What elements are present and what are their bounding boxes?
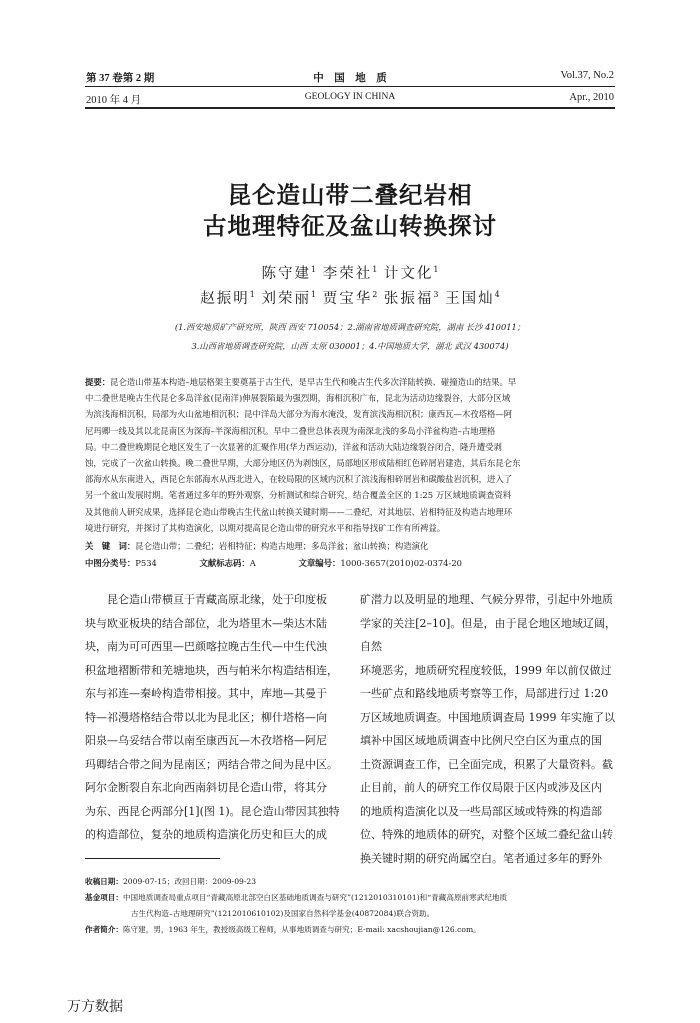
footnotes	[85, 874, 605, 938]
footnote-author: 作者简介：陈守建，男，1963 年生，教授级高级工程师，从事地质调查与研究；E-mail: xacshoujian@126.com。	[85, 925, 481, 934]
body-line: 阳泉—乌妥结合带以南至康西瓦—木孜塔格—阿尼	[85, 734, 327, 747]
abstract-line: 境进行研究，并探讨了其构造演化，以期对提高昆仑造山带的研究水平和指导找矿工作有所裨益。	[85, 522, 446, 533]
footnote-rule	[85, 858, 220, 859]
author-name: 李荣社	[322, 266, 373, 282]
abstract-line: 为滨浅海相沉积，局部为火山盆地相沉积；昆中洋岛大部分为海水淹没，发育滨浅海相沉积；康西瓦—木孜塔格—阿	[85, 409, 513, 420]
doc-code-value: A	[249, 558, 256, 568]
abstract-line: 提要：昆仑造山带基本构造–地层格架主要奠基于古生代，是早古生代和晚古生代多次洋陆转换、碰撞造山的结果。早	[85, 377, 517, 387]
affiliations-line-1: (1.西安地质矿产研究所，陕西 西安 710054；2.湖南省地质调查研究院，湖南 长沙 410011；	[174, 322, 526, 332]
author-affil-mark: 3	[433, 290, 439, 300]
author-affil-mark: 1	[372, 265, 378, 275]
journal-title-cn: 中 国 地 质	[313, 73, 387, 84]
author-affil-mark: 1	[433, 265, 439, 275]
abstract-line: 另一个盆山发展时期。笔者通过多年的野外观察、分析测试和综合研究，结合覆盖全区的 1:25 万区域地质调查资料	[85, 490, 512, 501]
keywords-text: 昆仑造山带；二叠纪；岩相特征；构造古地理；多岛洋盆；盆山转换；构造演化	[135, 541, 429, 551]
abstract-line: 蚀，完成了一次盆山转换。晚二叠世早期，大部分地区仍为剥蚀区，局部地区形成陆相红色碎屑岩建造，其后东昆仑东	[85, 458, 521, 469]
journal-volume-en: Vol.37, No.2	[560, 70, 614, 81]
article-no-value: 1000-3657(2010)02-0374-20	[340, 558, 462, 568]
header-rule-thin	[85, 86, 615, 87]
article-no-label: 文章编号：	[298, 558, 341, 568]
clc-value: P534	[135, 558, 157, 568]
body-line: 矿潜力以及明显的地理、气候分界带，引起中外地质	[360, 593, 613, 606]
body-line: 一些矿点和路线地质考察等工作，局部进行过 1:20	[360, 687, 609, 700]
abstract-line: 及其他前人研究成果，选择昆仑造山带晚古生代盆山转换关键时期——二叠纪，对其地层、岩相特征及构造古地理环	[85, 506, 513, 517]
author-affil-mark: 1	[311, 290, 317, 300]
author-name: 赵振明	[200, 291, 250, 307]
doc-code-label: 文献标志码：	[199, 558, 250, 568]
body-line: 积盆地褶断带和羌塘地块，西与帕米尔构造结相连，	[85, 663, 338, 677]
body-line: 为东、西昆仑两部分[1](图 1)。昆仑造山带因其独特	[85, 804, 340, 818]
body-line: 环境恶劣，地质研究程度较低，1999 年以前仅做过	[360, 663, 612, 677]
body-line: 的构造部位，复杂的地质构造演化历史和巨大的成	[85, 828, 327, 841]
author-affil-mark: 4	[494, 290, 500, 300]
affiliations-line-2: 3.山西省地质调查研究院，山西 太原 030001；4.中国地质大学，湖北 武汉 430074)	[191, 341, 509, 351]
article-title-line-1: 昆仑造山带二叠纪岩相	[227, 181, 473, 209]
keywords	[85, 540, 615, 552]
body-line: 块，南为可可西里—巴颜喀拉晚古生代—中生代浊	[85, 640, 327, 653]
body-line: 万区域地质调查。中国地质调查局 1999 年实施了以	[360, 710, 615, 724]
abstract-line: 中二叠世是晚古生代昆仑多岛洋盆(昆南洋)伸展裂陷最为强烈期，海相沉积广布，昆北为活动边缘裂谷，大部分区域	[85, 393, 511, 404]
footnote-fund-continued: 古生代构造–古地理研究”(1212010610102)及国家自然科学基金(40872084)联合资助。	[131, 909, 435, 918]
wanfang-watermark: 万方数据	[67, 999, 123, 1015]
journal-date-en: Apr., 2010	[569, 92, 614, 103]
clc-label: 中图分类号：	[85, 558, 136, 568]
author-name: 张振福	[383, 291, 434, 307]
body-column-left	[85, 588, 341, 847]
article-title-line-2: 古地理特征及盆山转换探讨	[203, 212, 497, 240]
author-affil-mark: 2	[372, 290, 378, 300]
author-name: 刘荣丽	[261, 291, 311, 307]
abstract	[85, 374, 615, 536]
body-line: 的地质构造演化以及一些局部区域或特殊的构造部	[360, 804, 602, 818]
author-affil-mark: 1	[311, 265, 317, 275]
body-line: 阿尔金断裂自东北向西南斜切昆仑造山带，将其分	[85, 781, 327, 794]
body-line: 玛卿结合带之间为昆南区；两结合带之间为昆中区。	[85, 757, 338, 771]
body-line: 学家的关注[2–10]。但是，由于昆仑地区地域辽阔，自然	[360, 616, 616, 653]
author-affil-mark: 1	[249, 290, 255, 300]
body-line: 填补中国区域地质调查中比例尺空白区为重点的国	[360, 734, 602, 747]
footnote-received: 收稿日期：2009-07-15；改回日期：2009-09-23	[85, 877, 257, 886]
abstract-line: 局。中二叠世晚期昆仑地区发生了一次显著的汇聚作用(华力西运动)，洋盆和活动大陆边缘裂谷闭合，隆升遭受剥	[85, 441, 502, 452]
body-line: 止目前，前人的研究工作仅局限于区内或涉及区内	[360, 781, 602, 794]
body-line: 特—祁漫塔格结合带以北为昆北区；柳什塔格—向	[85, 710, 327, 724]
author-name: 陈守建	[261, 266, 311, 282]
journal-title-en: GEOLOGY IN CHINA	[304, 92, 396, 102]
footnote-fund: 基金项目：中国地质调查局重点项目“青藏高原北部空白区基础地质调查与研究”(1212010310101)和“青藏高原前寒武纪地质	[85, 893, 508, 902]
author-name: 贾宝华	[322, 291, 373, 307]
keywords-label: 关 键 词：	[85, 541, 136, 551]
authors-line-1	[0, 262, 700, 283]
header-rule-thick	[85, 107, 615, 109]
author-name: 计文化	[383, 266, 434, 282]
body-line: 位、特殊的地质体的研究，对整个区域二叠纪盆山转	[360, 828, 613, 841]
body-line: 土资源调查工作，已全面完成，积累了大量资料。截	[360, 757, 613, 771]
author-name: 王国灿	[445, 291, 495, 307]
authors-line-2	[0, 287, 700, 308]
body-line: 块与欧亚板块的结合部位，北为塔里木—柴达木陆	[85, 616, 327, 630]
body-line: 东与祁连—秦岭构造带相接。其中，库地—其曼于	[85, 687, 327, 700]
body-column-right	[360, 588, 616, 870]
body-line: 换关键时期的研究尚属空白。笔者通过多年的野外	[360, 851, 602, 865]
journal-volume-issue: 第 37 卷第 2 期	[86, 73, 155, 84]
abstract-line: 尼玛卿一线及其以北昆南区为深海–半深海相沉积。早中二叠世总体表现为南深北浅的多岛小洋盆构造–古地理格	[85, 425, 496, 436]
abstract-line: 部海水从东南进入，西昆仑东部海水从西北进入，在较局限的区域内沉积了滨浅海相碎屑岩和碳酸盐岩沉积，进入了	[85, 474, 513, 485]
journal-date: 2010 年 4 月	[86, 95, 142, 106]
body-line: 昆仑造山带横亘于青藏高原北缘，处于印度板	[107, 593, 327, 606]
classification-row	[85, 557, 615, 569]
abstract-label: 提要：	[85, 377, 111, 387]
